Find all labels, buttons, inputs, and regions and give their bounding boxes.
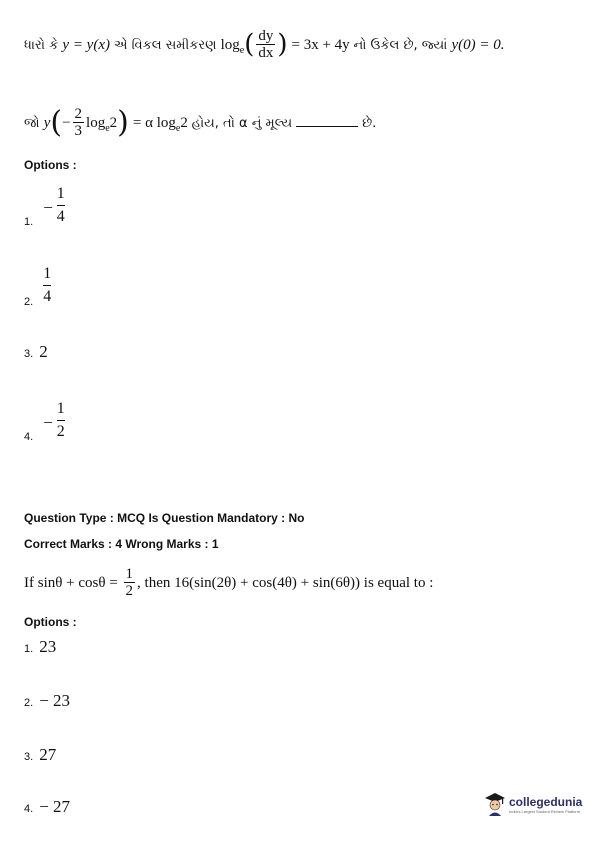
q2-option-3[interactable] — [24, 745, 56, 765]
q2-option-1[interactable] — [24, 637, 56, 657]
option-fraction: 1 4 — [56, 185, 65, 225]
answer-blank — [296, 126, 358, 127]
q1-line2-text-a: જો — [24, 116, 44, 131]
q2-options-label: Options : — [24, 615, 77, 629]
q2-question-text: If sinθ + cosθ = $\frac{1}{2}$ , then 16(sin(2θ) + cos(4θ) + sin(6θ)) is equal to : — [24, 566, 434, 599]
q2-meta-marks: Correct Marks : 4 Wrong Marks : 1 — [24, 537, 219, 551]
q1-line2-fraction: $\frac{2}{3}$ — [74, 106, 83, 139]
option-number: 2. — [24, 697, 34, 709]
option-value: 2 — [39, 342, 48, 361]
q1-option-4[interactable] — [24, 400, 65, 441]
q1-line1-text-a: ધારો કે — [24, 38, 63, 53]
q1-line2-text-b: હોય, તો α નું મૂલ્ય — [191, 116, 293, 131]
q1-line2-text-c: છે. — [362, 116, 377, 131]
q2-option-2[interactable] — [24, 691, 70, 711]
graduate-mascot-icon — [484, 792, 506, 816]
q1-line2-y: y — [43, 115, 51, 131]
collegedunia-logo — [484, 792, 582, 816]
q2-meta-type: Question Type : MCQ Is Question Mandatory : No — [24, 511, 305, 525]
option-value: − 27 — [39, 797, 71, 816]
option-number: 1. — [24, 216, 34, 228]
option-number: 4. — [24, 803, 34, 815]
q1-line1-text-d: નો ઉકેલ છે, જ્યાં — [353, 38, 452, 53]
option-number: 4. — [24, 431, 34, 443]
option-value: − 23 — [39, 691, 71, 710]
q1-option-1[interactable] — [24, 185, 65, 226]
q1-line1-derivative: $\frac{dy}{dx}$ — [258, 28, 274, 61]
option-number: 1. — [24, 643, 34, 655]
option-number: 2. — [24, 296, 34, 308]
q1-line2: જો y(− $\frac{2}{3}$ $\log_e2) = \alpha$ $\log_e2$ હોય, તો α નું મૂલ્ય છે. — [24, 105, 377, 140]
option-value: 23 — [39, 637, 57, 656]
q1-options-label: Options : — [24, 158, 77, 172]
logo-tagline: India's Largest Student Review Platform — [509, 808, 581, 814]
q1-line2-rhs: = α $\log_e2$ — [132, 115, 192, 134]
q1-line1: ધારો કે y = y(x) એ વિકલ સમીકરણ $\log_e$( $\frac{dy}{dx}$ ) = 3x + 4y નો ઉકેલ છે, જ્યાં y(0) = 0. — [24, 28, 505, 61]
option-fraction: 1 2 — [56, 400, 65, 440]
q2-option-4[interactable] — [24, 797, 70, 817]
q1-option-3[interactable] — [24, 342, 48, 362]
q1-line2-log: $\log_e2$ — [86, 115, 118, 134]
q1-option-2[interactable] — [24, 265, 51, 306]
option-value: 27 — [39, 745, 57, 764]
logo-name: collegedunia — [509, 794, 583, 809]
option-number: 3. — [24, 348, 34, 360]
q1-line1-log: $\log_e$ — [220, 37, 245, 56]
option-sign: − — [43, 413, 53, 432]
q2-fraction: $\frac{1}{2}$ — [125, 566, 134, 599]
q1-line1-text-c: એ વિકલ સમીકરણ — [113, 38, 221, 53]
option-fraction: 1 4 — [43, 265, 52, 305]
q1-line1-condition: y(0) = 0. — [451, 37, 505, 53]
q1-line1-rhs: = 3x + 4y — [291, 37, 354, 53]
option-sign: − — [43, 198, 53, 217]
q1-line1-func: y = y(x) — [62, 37, 114, 53]
option-number: 3. — [24, 751, 34, 763]
